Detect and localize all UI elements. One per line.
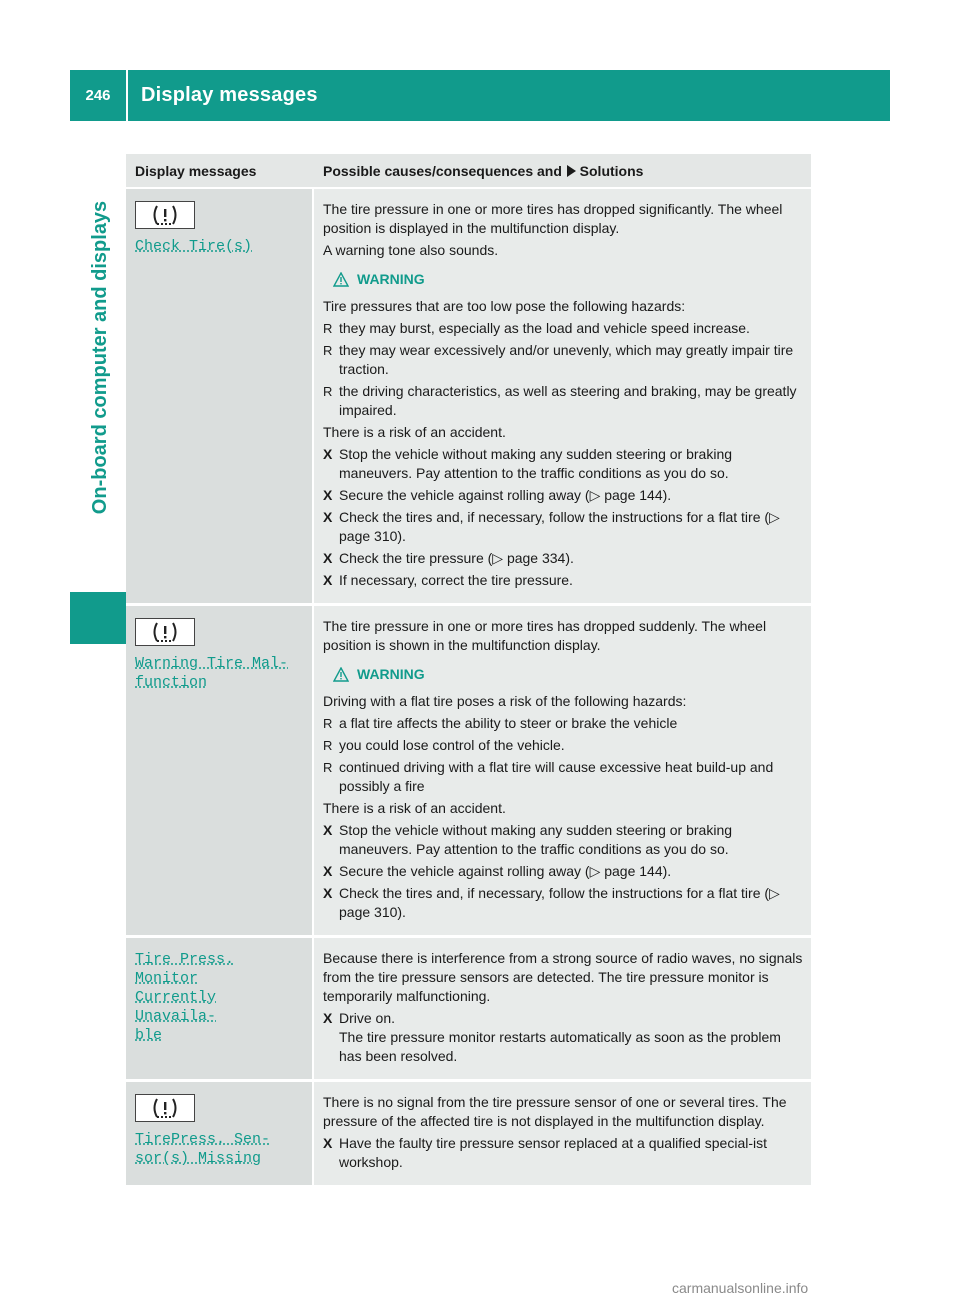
table-row <box>126 1082 811 1188</box>
risk-text: There is a risk of an accident. <box>323 800 506 816</box>
tire-pressure-warning-icon <box>135 618 195 646</box>
side-section-marker <box>70 592 126 644</box>
page-number: 246 <box>85 87 111 104</box>
message-text: Tire Press. Monitor Currently Unavaila‐ ble <box>135 951 235 1044</box>
cause-text: The tire pressure in one or more tires has dropped significantly. The wheel position is displayed in the multifunction display. <box>323 201 783 236</box>
footer-watermark: carmanualsonline.info <box>672 1280 809 1296</box>
table-header-row <box>126 154 811 189</box>
message-text: Warning Tire Mal‐ function <box>135 655 289 691</box>
action-subtext: The tire pressure monitor restarts automatically as soon as the problem has been resolved. <box>339 1029 781 1064</box>
col-header-solutions <box>314 154 811 189</box>
side-section-title-text: On-board computer and displays <box>89 200 112 515</box>
message-text: TirePress. Sen‐ sor(s) Missing <box>135 1131 271 1167</box>
display-messages-table <box>126 154 811 1188</box>
cause-text: There is no signal from the tire pressure sensor of one or several tires. The pressure of the affected tire is not displayed in the multifunction display. <box>323 1094 787 1129</box>
col-header-solutions-prefix: Possible causes/consequences and <box>323 162 566 179</box>
list-item: X Drive on. The tire pressure monitor restarts automatically as soon as the problem has been resolved. <box>323 1009 803 1066</box>
cause-text: The tire pressure in one or more tires has dropped suddenly. The wheel position is shown in the multifunction display. <box>323 618 767 653</box>
table-row <box>126 938 811 1082</box>
tire-pressure-warning-icon <box>135 201 195 229</box>
solution-cell <box>314 1082 811 1188</box>
list-item: X Check the tires and, if necessary, follow the instructions for a flat tire (▷ page 310). <box>323 509 780 544</box>
risk-text: There is a risk of an accident. <box>323 424 506 440</box>
action-list <box>323 1134 803 1172</box>
tire-pressure-warning-icon <box>135 1094 195 1122</box>
list-item: X Secure the vehicle against rolling away (▷ page 144). <box>323 863 672 879</box>
list-item: X Stop the vehicle without making any sudden steering or braking maneuvers. Pay attention to the traffic conditions as you do so. <box>323 822 733 857</box>
cause-text: A warning tone also sounds. <box>323 242 499 258</box>
hazard-lead: Driving with a flat tire poses a risk of the following hazards: <box>323 693 687 709</box>
solution-cell <box>314 606 811 938</box>
message-cell <box>126 606 314 938</box>
side-section-title <box>86 130 116 585</box>
page-title: Display messages <box>141 84 318 106</box>
solution-cell <box>314 938 811 1082</box>
list-item: R you could lose control of the vehicle. <box>323 737 565 753</box>
col-header-solutions-suffix: Solutions <box>575 162 644 179</box>
header-divider <box>126 70 128 121</box>
list-item: X Secure the vehicle against rolling away (▷ page 144). <box>323 487 672 503</box>
list-item: R continued driving with a flat tire will cause excessive heat build-up and possibly a fire <box>323 759 774 794</box>
list-item: R a flat tire affects the ability to steer or brake the vehicle <box>323 715 678 731</box>
table-row <box>126 606 811 938</box>
list-item: R they may wear excessively and/or unevenly, which may greatly impair tire traction. <box>323 342 794 377</box>
list-item: X Check the tires and, if necessary, follow the instructions for a flat tire (▷ page 310). <box>323 885 780 920</box>
list-item: X Have the faulty tire pressure sensor replaced at a qualified special-ist workshop. <box>323 1135 767 1170</box>
list-item: X Stop the vehicle without making any sudden steering or braking maneuvers. Pay attention to the traffic conditions as you do so. <box>323 446 733 481</box>
list-item: R the driving characteristics, as well as steering and braking, may be greatly impaired. <box>323 383 797 418</box>
message-cell <box>126 938 314 1082</box>
cause-text: Because there is interference from a strong source of radio waves, no signals from the tire pressure sensors are detected. The tire pressure monitor is temporarily malfunctioning. <box>323 950 803 1004</box>
message-text: Check Tire(s) <box>135 238 253 255</box>
warning-label: WARNING <box>333 665 803 684</box>
warning-triangle-icon <box>333 667 349 682</box>
hazard-list <box>323 714 803 796</box>
message-cell <box>126 1082 314 1188</box>
action-list <box>323 821 803 922</box>
warning-label: WARNING <box>333 270 803 289</box>
action-list <box>323 445 803 590</box>
hazard-list <box>323 319 803 420</box>
message-cell <box>126 189 314 606</box>
list-item: R they may burst, especially as the load and vehicle speed increase. <box>323 320 750 336</box>
list-item: X If necessary, correct the tire pressure. <box>323 572 573 588</box>
list-item: X Check the tire pressure (▷ page 334). <box>323 550 574 566</box>
solution-cell <box>314 189 811 606</box>
col-header-messages: Display messages <box>126 154 314 189</box>
table-row <box>126 189 811 606</box>
hazard-lead: Tire pressures that are too low pose the following hazards: <box>323 298 686 314</box>
play-arrow-icon <box>566 165 576 177</box>
warning-triangle-icon <box>333 272 349 287</box>
action-list <box>323 1009 803 1066</box>
